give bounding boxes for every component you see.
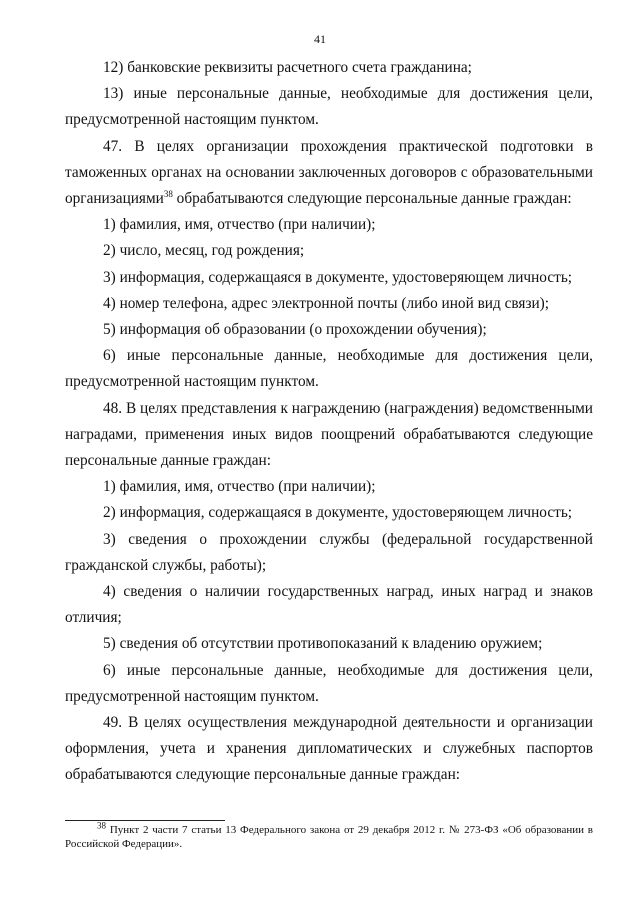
list-item-48-2: 2) информация, содержащаяся в документе, удостоверяющем личность; — [103, 504, 573, 522]
paragraph-47-text: 47. В целях организации прохождения практической подготовки в таможенных органах на основании заключенных договоров с образовательными организациями — [65, 137, 593, 208]
list-item-48-3: 3) сведения о прохождении службы (федеральной государственной гражданской службы, работы); — [65, 530, 593, 574]
paragraph-13-other-data: 13) иные персональные данные, необходимые для достижения цели, предусмотренной настоящим пунктом. — [65, 85, 593, 129]
list-item-48-6: 6) иные персональные данные, необходимые для достижения цели, предусмотренной настоящим пунктом. — [65, 661, 593, 705]
list-item-47-3: 3) информация, содержащаяся в документе, удостоверяющем личность; — [103, 268, 573, 286]
list-item-47-5: 5) информация об образовании (о прохождении обучения); — [103, 321, 487, 339]
paragraph-48: 48. В целях представления к награждению (награждения) ведомственными наградами, применения иных видов поощрений обрабатываются следующие персональные данные граждан: — [65, 399, 593, 470]
list-item-48-1: 1) фамилия, имя, отчество (при наличии); — [103, 478, 376, 496]
list-item-47-2: 2) число, месяц, год рождения; — [103, 242, 305, 260]
list-item-48-5: 5) сведения об отсутствии противопоказаний к владению оружием; — [103, 635, 543, 653]
document-body — [65, 55, 593, 789]
footnote-text: Пункт 2 части 7 статьи 13 Федерального закона от 29 декабря 2012 г. № 273-ФЗ «Об образовании в Российской Федерации». — [65, 824, 594, 850]
paragraph-47-continuation: обрабатываются следующие персональные данные граждан: — [176, 190, 572, 208]
footnote-reference: 38 — [163, 188, 173, 199]
list-item-47-6: 6) иные персональные данные, необходимые для достижения цели, предусмотренной настоящим пунктом. — [65, 347, 593, 391]
list-item-47-4: 4) номер телефона, адрес электронной почты (либо иной вид связи); — [103, 294, 550, 312]
footnote-marker: 38 — [97, 820, 106, 831]
list-item-48-4: 4) сведения о наличии государственных наград, иных наград и знаков отличия; — [65, 583, 593, 627]
list-item-47-1: 1) фамилия, имя, отчество (при наличии); — [103, 216, 376, 234]
page-number: 41 — [314, 32, 326, 46]
paragraph-12-bank-details: 12) банковские реквизиты расчетного счета гражданина; — [103, 59, 472, 76]
paragraph-49: 49. В целях осуществления международной деятельности и организации оформления, учета и хранения дипломатических и служебных паспортов обрабатываются следующие персональные данные граждан: — [65, 714, 593, 784]
footnote-divider — [65, 820, 225, 821]
footnote — [65, 820, 594, 851]
paragraph-47 — [65, 134, 593, 213]
